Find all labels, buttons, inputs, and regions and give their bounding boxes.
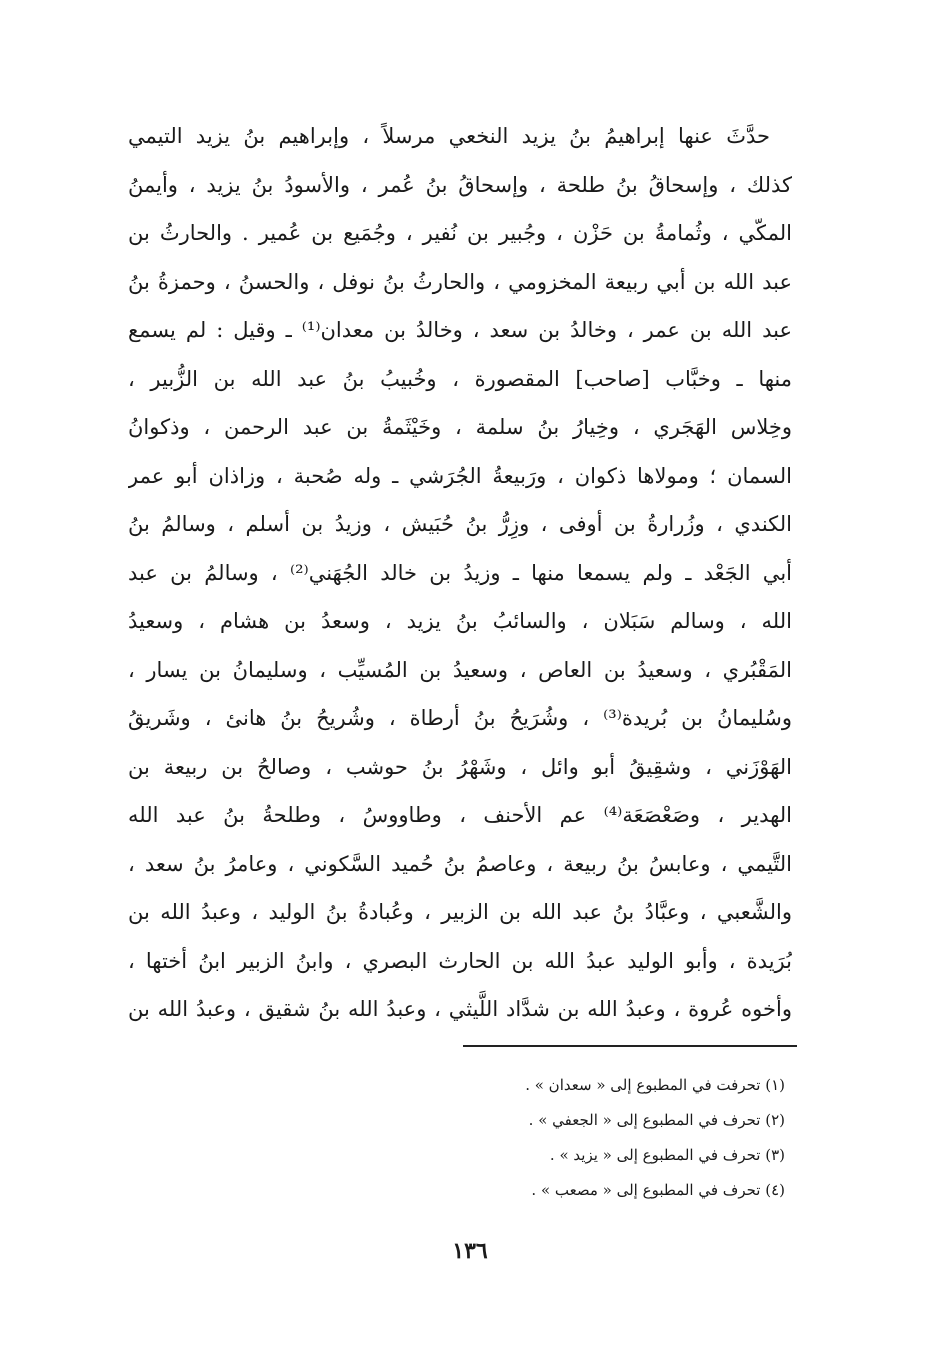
footnote: (١) تحرفت في المطبوع إلى « سعدان » . xyxy=(525,1076,785,1094)
page-number: ١٣٦ xyxy=(452,1238,488,1264)
footnote: (٢) تحرف في المطبوع إلى « الجعفي » . xyxy=(528,1111,785,1129)
text-line: عبد الله بن عمر ، وخالدُ بن سعد ، وخالدُ بن معدان⁽¹⁾ ـ وقيل : لم يسمع xyxy=(128,318,792,342)
text-line: الله ، وسالم سَبَلان ، والسائبُ بنُ يزيد ، وسعدُ بن هشام ، وسعيدُ xyxy=(128,609,792,633)
text-line: وخِلاس الهَجَري ، وخِيارُ بنُ سلمة ، وخَيْثَمةُ بن عبد الرحمن ، وذكوانُ xyxy=(128,415,792,439)
footnote: (٤) تحرف في المطبوع إلى « مصعب » . xyxy=(531,1181,785,1199)
text-line: بُرَيدة ، وأبو الوليد عبدُ الله بن الحارث البصري ، وابنُ الزبير ابنُ أختها ، xyxy=(128,948,792,973)
footnotes xyxy=(400,1068,785,1208)
text-line: التَّيمي ، وعابسُ بنُ ربيعة ، وعاصمُ بنُ حُميد السَّكوني ، وعامرُ بنُ سعد ، xyxy=(128,851,792,876)
text-line: وأخوه عُروة ، وعبدُ الله بن شدَّاد اللَّيثي ، وعبدُ الله بنُ شقيق ، وعبدُ الله بن xyxy=(128,997,792,1021)
text-line: وسُليمانُ بن بُريدة⁽³⁾ ، وشُرَيحُ بنُ أرطاة ، وشُريحُ بنُ هانئ ، وشَريقُ xyxy=(128,706,792,730)
text-line: الكندي ، وزُرارةُ بن أوفى ، وزِرُّ بنُ حُبَيش ، وزيدُ بن أسلم ، وسالمُ بنُ xyxy=(128,512,792,536)
text-line: المكّي ، وثُمامةُ بن حَزْن ، وجُبير بن نُفير ، وجُمَيع بن عُمير . والحارثُ بن xyxy=(128,221,792,245)
text-line: الهدير ، وصَعْصَعَة⁽⁴⁾ عم الأحنف ، وطاووسُ ، وطلحةُ بنُ عبد الله xyxy=(128,803,792,827)
footnote-separator xyxy=(463,1045,797,1047)
text-line: السمان ؛ ومولاها ذكوان ، ورَبيعةُ الجُرَشي ـ وله صُحبة ، وزاذان أبو عمر xyxy=(128,463,792,488)
footnote: (٣) تحرف في المطبوع إلى « يزيد » . xyxy=(549,1146,785,1164)
text-line: الهَوْزَني ، وشقِيقُ أبو وائل ، وشَهْرُ بنُ حوشب ، وصالحُ بن ربيعة بن xyxy=(128,754,792,779)
text-line: منها ـ وخبَّاب [صاحب] المقصورة ، وخُبيبُ بنُ عبد الله بن الزُّبير ، xyxy=(128,366,792,391)
text-line: المَقْبُري ، وسعيدُ بن العاص ، وسعيدُ بن المُسيِّب ، وسليمانُ بن يسار ، xyxy=(128,657,792,682)
text-line: والشَّعبي ، وعبَّادُ بنُ عبد الله بن الزبير ، وعُبادةُ بنُ الوليد ، وعبدُ الله بن xyxy=(128,900,792,924)
text-line: عبد الله بن أبي ربيعة المخزومي ، والحارثُ بنُ نوفل ، والحسنُ ، وحمزةُ بنُ xyxy=(128,269,792,294)
main-text xyxy=(128,112,792,1034)
text-line: حدَّثَ عنها إبراهيمُ بنُ يزيد النخعي مرسلاً ، وإبراهيم بنُ يزيد التيمي xyxy=(128,124,770,148)
text-line: كذلك ، وإسحاقُ بنُ طلحة ، وإسحاقُ بنُ عُمر ، والأسودُ بنُ يزيد ، وأيمنُ xyxy=(128,172,792,197)
text-line: أبي الجَعْد ـ ولم يسمعا منها ـ وزيدُ بن خالد الجُهَني⁽²⁾ ، وسالمُ بن عبد xyxy=(128,560,792,585)
